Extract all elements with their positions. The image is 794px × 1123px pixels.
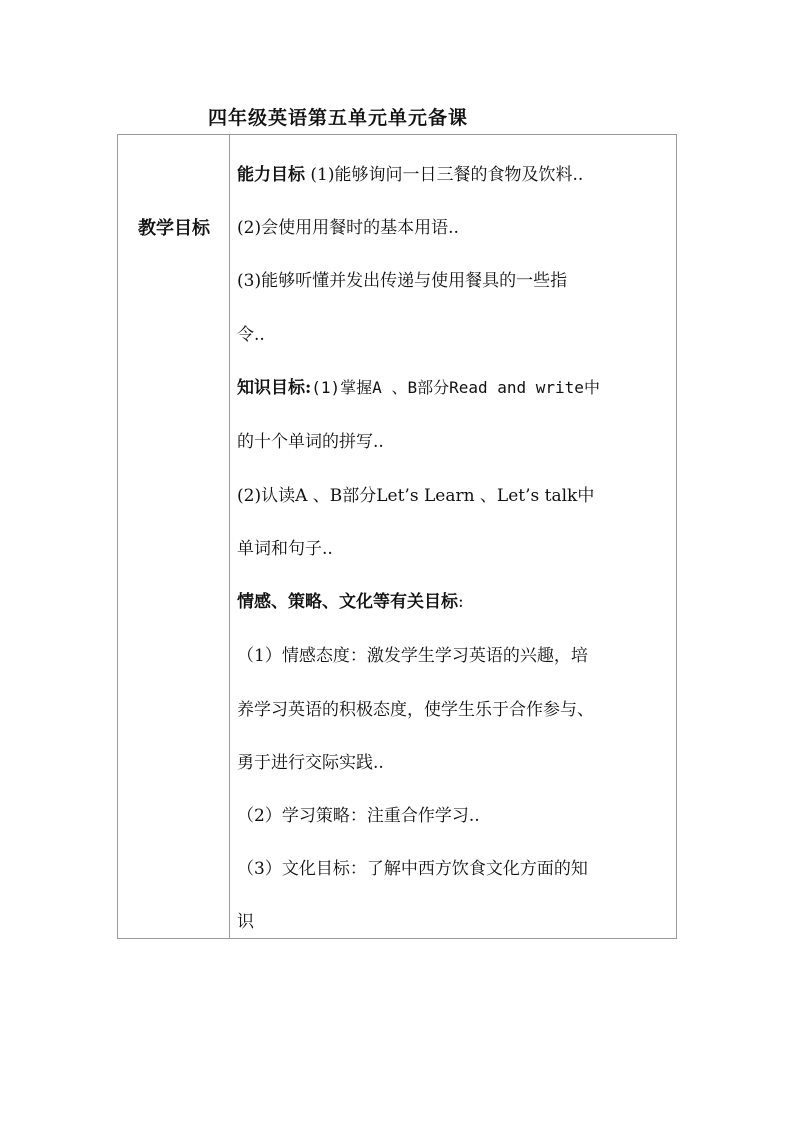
goal-text: 识 bbox=[237, 912, 254, 932]
goal-heading: 情感、策略、文化等有关目标 bbox=[237, 592, 458, 612]
goal-text: （1）情感态度：激发学生学习英语的兴趣，培 bbox=[237, 646, 588, 666]
label-column bbox=[118, 135, 230, 938]
goal-line bbox=[237, 537, 333, 561]
goal-text: 的十个单词的拼写.. bbox=[237, 432, 384, 452]
goal-text: 令.. bbox=[237, 325, 265, 345]
goal-text: （2）学习策略：注重合作学习.. bbox=[237, 806, 480, 826]
goal-text: (2)认读A 、B部分Let’s Learn 、Let’s talk中 bbox=[237, 486, 595, 506]
goal-line bbox=[237, 163, 583, 187]
goal-text: (1)掌握A 、B部分Read and write中 bbox=[311, 378, 600, 397]
goal-text: 单词和句子.. bbox=[237, 539, 333, 559]
goal-text: (3)能够听懂并发出传递与使用餐具的一些指 bbox=[237, 271, 568, 291]
goal-line bbox=[237, 751, 384, 775]
teaching-goals-label: 教学目标 bbox=[138, 218, 210, 239]
goal-line bbox=[237, 323, 265, 347]
goal-line bbox=[237, 910, 254, 934]
goal-line bbox=[237, 376, 600, 400]
goal-line bbox=[237, 857, 588, 881]
goal-line bbox=[237, 216, 459, 240]
goal-text: (2)会使用用餐时的基本用语.. bbox=[237, 218, 459, 238]
goal-text: （3）文化目标：了解中西方饮食文化方面的知 bbox=[237, 859, 588, 879]
goal-line bbox=[237, 484, 594, 508]
goal-text: (1)能够询问一日三餐的食物及饮料.. bbox=[305, 165, 584, 185]
goal-text: 养学习英语的积极态度，使学生乐于合作参与、 bbox=[237, 700, 594, 720]
goal-heading: 能力目标 bbox=[237, 165, 305, 185]
goal-text: 勇于进行交际实践.. bbox=[237, 753, 384, 773]
goal-heading: 知识目标: bbox=[237, 378, 312, 398]
page-title: 四年级英语第五单元单元备课 bbox=[208, 107, 469, 129]
goal-line bbox=[237, 590, 464, 614]
goal-line bbox=[237, 269, 567, 293]
goal-line bbox=[237, 698, 594, 722]
lesson-plan-table bbox=[117, 134, 677, 939]
goal-line bbox=[237, 804, 480, 828]
goal-text: : bbox=[458, 592, 464, 612]
goal-line bbox=[237, 644, 588, 668]
goal-line bbox=[237, 430, 384, 454]
